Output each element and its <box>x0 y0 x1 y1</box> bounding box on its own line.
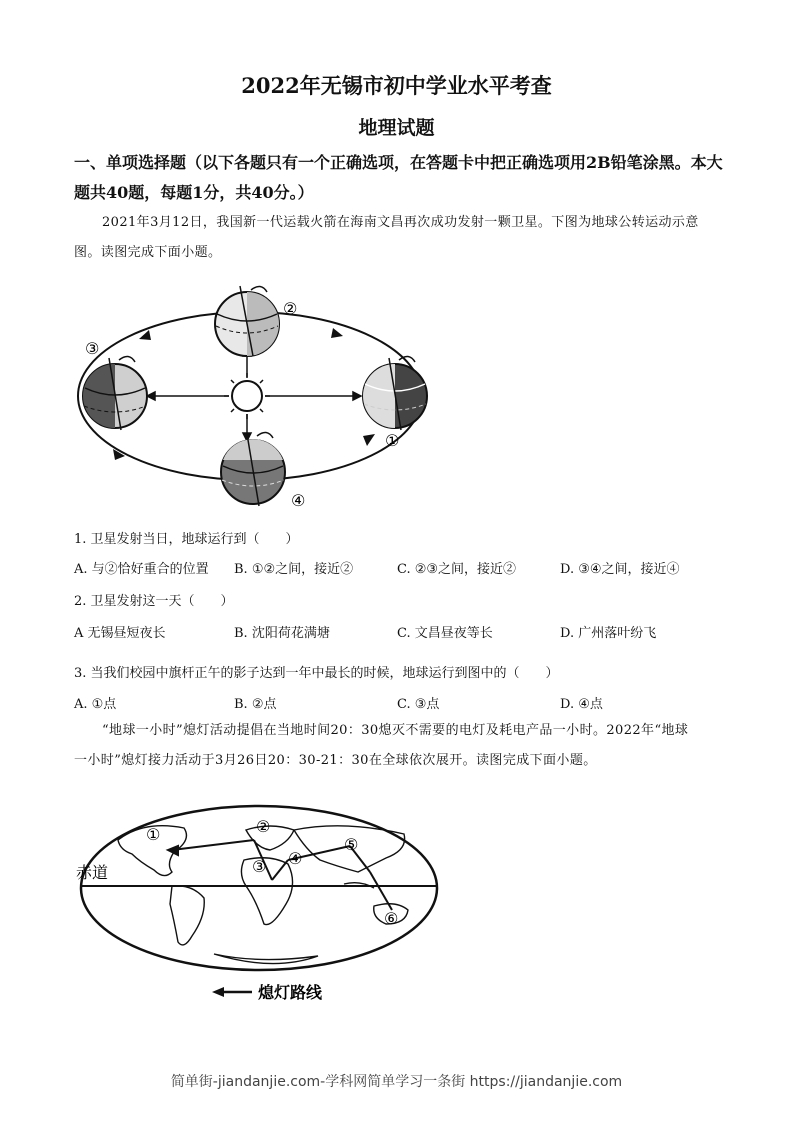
earth-position-2 <box>215 286 279 356</box>
question-3-option-c: C. ③点 <box>397 697 440 712</box>
question-3-option-d: D. ④点 <box>560 697 603 712</box>
earth-position-1 <box>363 356 427 430</box>
route-label-1: ① <box>146 825 161 844</box>
passage-1-line1: 2021年3月12日，我国新一代运载火箭在海南文昌再次成功发射一颗卫星。下图为地球公转运动示意 <box>102 215 699 230</box>
section-heading-line1: 一、单项选择题（以下各题只有一个正确选项，在答题卡中把正确选项用2B铅笔涂黑。本大 <box>74 153 723 172</box>
passage-2-line1: “地球一小时”熄灯活动提倡在当地时间20：30熄灭不需要的电灯及耗电产品一小时。2022年“地球 <box>102 723 689 738</box>
passage-2-line2: 一小时”熄灯接力活动于3月26日20：30-21：30在全球依次展开。读图完成下面小题。 <box>74 753 597 768</box>
route-label-5: ⑤ <box>344 835 359 854</box>
exam-subtitle: 地理试题 <box>358 117 435 139</box>
label-position-2: ② <box>283 299 298 318</box>
equator-label: 赤道 <box>76 863 109 882</box>
question-1-option-c: C. ②③之间，接近② <box>397 562 517 577</box>
label-position-3: ③ <box>85 339 100 358</box>
question-1-option-b: B. ①②之间，接近② <box>234 562 354 577</box>
section-heading-line2: 题共40题，每题1分，共40分。） <box>74 183 314 202</box>
passage-1-line2: 图。读图完成下面小题。 <box>74 245 222 260</box>
lights-out-route <box>168 840 392 910</box>
lights-out-route-map <box>74 800 444 1010</box>
question-2-option-b: B. 沈阳荷花满塘 <box>234 626 330 641</box>
question-2-option-a: A 无锡昼短夜长 <box>74 626 166 641</box>
passage-2 <box>74 716 724 776</box>
label-position-4: ④ <box>291 491 306 510</box>
label-position-1: ① <box>385 431 400 450</box>
question-1-stem: 1. 卫星发射当日，地球运行到（ ） <box>74 532 299 547</box>
exam-title: 2022年无锡市初中学业水平考查 <box>241 73 552 98</box>
page-footer: 简单街-jiandanjie.com-学科网简单学习一条街 https://jiandanjie.com <box>170 1074 623 1090</box>
question-2-option-c: C. 文昌昼夜等长 <box>397 626 493 641</box>
route-label-4: ④ <box>288 849 303 868</box>
legend-label: 熄灯路线 <box>258 983 323 1002</box>
question-1-option-a: A. 与②恰好重合的位置 <box>74 562 209 577</box>
question-3-stem: 3. 当我们校园中旗杆正午的影子达到一年中最长的时候，地球运行到图中的（ ） <box>74 666 559 681</box>
route-label-3: ③ <box>252 857 267 876</box>
earth-position-3 <box>83 356 147 430</box>
question-1-option-d: D. ③④之间，接近④ <box>560 562 680 577</box>
continent-outlines <box>118 826 408 964</box>
question-2-stem: 2. 卫星发射这一天（ ） <box>74 594 234 609</box>
question-2-option-d: D. 广州落叶纷飞 <box>560 626 657 641</box>
section-heading <box>74 148 729 208</box>
question-3-option-a: A. ①点 <box>74 697 117 712</box>
passage-1 <box>74 208 724 268</box>
question-3-option-b: B. ②点 <box>234 697 277 712</box>
route-label-6: ⑥ <box>384 909 399 928</box>
route-label-2: ② <box>256 817 271 836</box>
sun-icon <box>224 373 270 419</box>
earth-revolution-diagram <box>75 284 445 514</box>
earth-position-4 <box>221 432 285 506</box>
map-legend <box>212 983 323 1002</box>
